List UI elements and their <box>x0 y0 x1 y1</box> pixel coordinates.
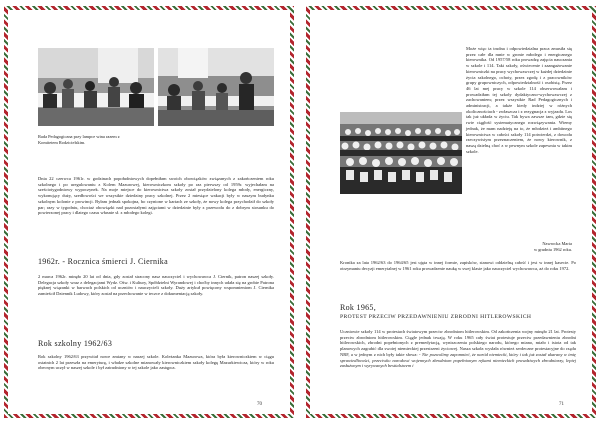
signature-date: w grudniu 1962 roku. <box>533 246 572 252</box>
paragraph-protest <box>340 329 576 369</box>
paragraph-protest-quote: Nie pozwolimy zapomnieć, że naród niemiecki, który i tak już został ukarany w imię sprawiedliwości, przeciwko narodowi wojennych zbrodniom popełnionym rękami niemieckich prawdziwych zbrodniarzy, lepiej zasłużonym i wyrywanych bestialstwem i <box>340 351 577 369</box>
column-text-reflection: Może więc ta trudna i odpowiedzialna praca zmusiła się przez całe dla mnie w gronie młodego i energicznego kierownika. Od 1957/58 roku prowadzę zajęcia nauczania w szkole i 114. Taki szkoły, oświecenie i zaangażowanie kierowniczki na pracy wychowawczej w każdej dziedzinie życia szkolnego, ochoty, przez zgodę i z pracowników grupy grupowniczych, odpowiedzialność i osobistą. Przez 46 lat mej pracy w szkole 114 obserwowałam i prowadziłam tej szkoły dydaktyczno-wychowawczej z zachowaniem; przez wszystkie Rad Pedagogicznych i administracji, a także kiedy indziej w różnych okolicznościach - zwłaszcza i z rezygnacja z wyjazdu. Los tak już układa w życiu. Tak bywa zawsze tam, gdzie się rwie ciągłość systematycznego rozwiązywania. Wiemy jednak, że mam nadzieję na to, że młodzież i ambitnego kierownictwa w całości szkoły 114 potwierdzi, z dowodu rzeczywistym przeznaczeniem, że nowy kierownik, z naszą dzielną choć z w pewnym szkole zapewnia w takim szkole. <box>466 46 572 154</box>
page-number-left: 70 <box>257 402 262 407</box>
paragraph-school-year: Rok szkolny 1962/63 przywitał nowe zmiany w naszej szkole. Koleżanka Mazurowa, która była kierowniczkiem w ciągu ostatnich 2 lat przeszła na emeryturę, i władze szkolne mianowały kierowniczkiem szkoły kolegę Mazurkiewicza, który w roku obecnym uczył w naszej szkole i był zatrudniony w tej szkole jako zastępca. <box>38 354 274 371</box>
subheading-protest: PROTEST PRZECIW PRZEDAWNIENIU ZBRODNI HITLEROWSKICH <box>340 314 532 320</box>
heading-year-1965: Rok 1965, <box>340 303 377 312</box>
right-page <box>306 6 596 418</box>
page-number-right: 71 <box>559 402 564 407</box>
photo-school-assembly <box>340 112 462 194</box>
left-page <box>4 6 294 418</box>
paragraph-ciernik: 2 marca 1962r. minęło 20 lat od dnia, gdy został stracony nasz nauczyciel i wychowawca J. Ciernik, patron naszej szkoły. Delegacja szkoły wraz z delegacjami Wydz. Ośw. i Kultury, Spółdzielni Wyrandowej i choćby innych udała się na grobie Patrona pięknej wiązanki w barwach polskich od uczniów i nauczycieli szkoły. Duży artykuł powięcony wspomnieniom J. Ciernika zamieścił Dziennik Ludowy, który został na przechowanie w teczce z dokumentacją szkoły. <box>38 274 274 297</box>
paragraph-protest-text: Uczniowie szkoły 114 w protestach światowym przeciw zbrodniom hitlerowskim. Od zakończenia wojny minęło 21 lat. Protesty przeciw zbrodniom hitlerowskim. Ciągle jednak trwają. W roku 1965 cały świat protestuje przeciw przedawnieniu zbrodni hitlerowskich, zbrodni popełnionych z premedytacją, wyniszczenia polskiego narodu, którego miano, miało i istota od tak planowych zagrabić dla swoiej niemieckiej przestrzeni życiowej. Nasza szkoła wysłała również serdeczne protestacyjne do rządu NRF, a w jednym z nich były takie słowa: - <box>340 329 576 357</box>
photo-staff-meeting-1 <box>38 48 154 126</box>
paragraph-chronicle-note: Kronika za lata 1962/63 do 1964/65 jest ujęta w innej formie, zapisków, stanowi oddzielną całość i jest w innej kasecie. Po otrzymaniu decyzji emerytalnej w 1961 roku prowadzenie naukę w swej klasie jako nauczyciel wychowawca, aż do roku 1972. <box>340 260 576 271</box>
heading-ciernik-anniversary: 1962r. - Rocznica śmierci J. Ciernika <box>38 257 168 266</box>
paragraph-1961: Dnia 22 czerwca 1961r. w godzinach popołudniowych dopełniłam swoich obowiązków związanych z zakończeniem roku szkolnego i po uregulowaniu z Kolem Mazurowej, kierowniczkom szkoły po raz pierwszy od 1959r. wyjechałam na sześciotygodniowy wypoczynek. Na moje miejsce do kierownictwa szkoły został przydzielony kolega młody, energiczny, wykonujący duży, szedłowości we wszystkie dziedziny pracy szkolnej. Przez 2 miesiące wakacji były w naszym budynku szkolnym kolonie z prowincji. Byłam jednak spokojna, bo czynione w kartach ze szkoły, że nowy kolega przychodził do szkoły par; razy w tygodniu, chociaż obowiązki nad pozostałymi zajęciami w dziedzinie były z przewodu do z dobrym stosunku do powierzonej pracy i dlatego czasu własnie sł. z młodego kolegi. <box>38 176 274 216</box>
signature-name: Nawrocka Maria <box>542 241 572 246</box>
signature <box>466 241 572 252</box>
heading-school-year-1962-63: Rok szkolny 1962/63 <box>38 339 113 348</box>
photo-staff-meeting-2 <box>158 48 274 126</box>
photo-caption: Rada Pedagogiczna przy lampce wina razem z Komitetem Rodzicielskim. <box>38 134 120 145</box>
